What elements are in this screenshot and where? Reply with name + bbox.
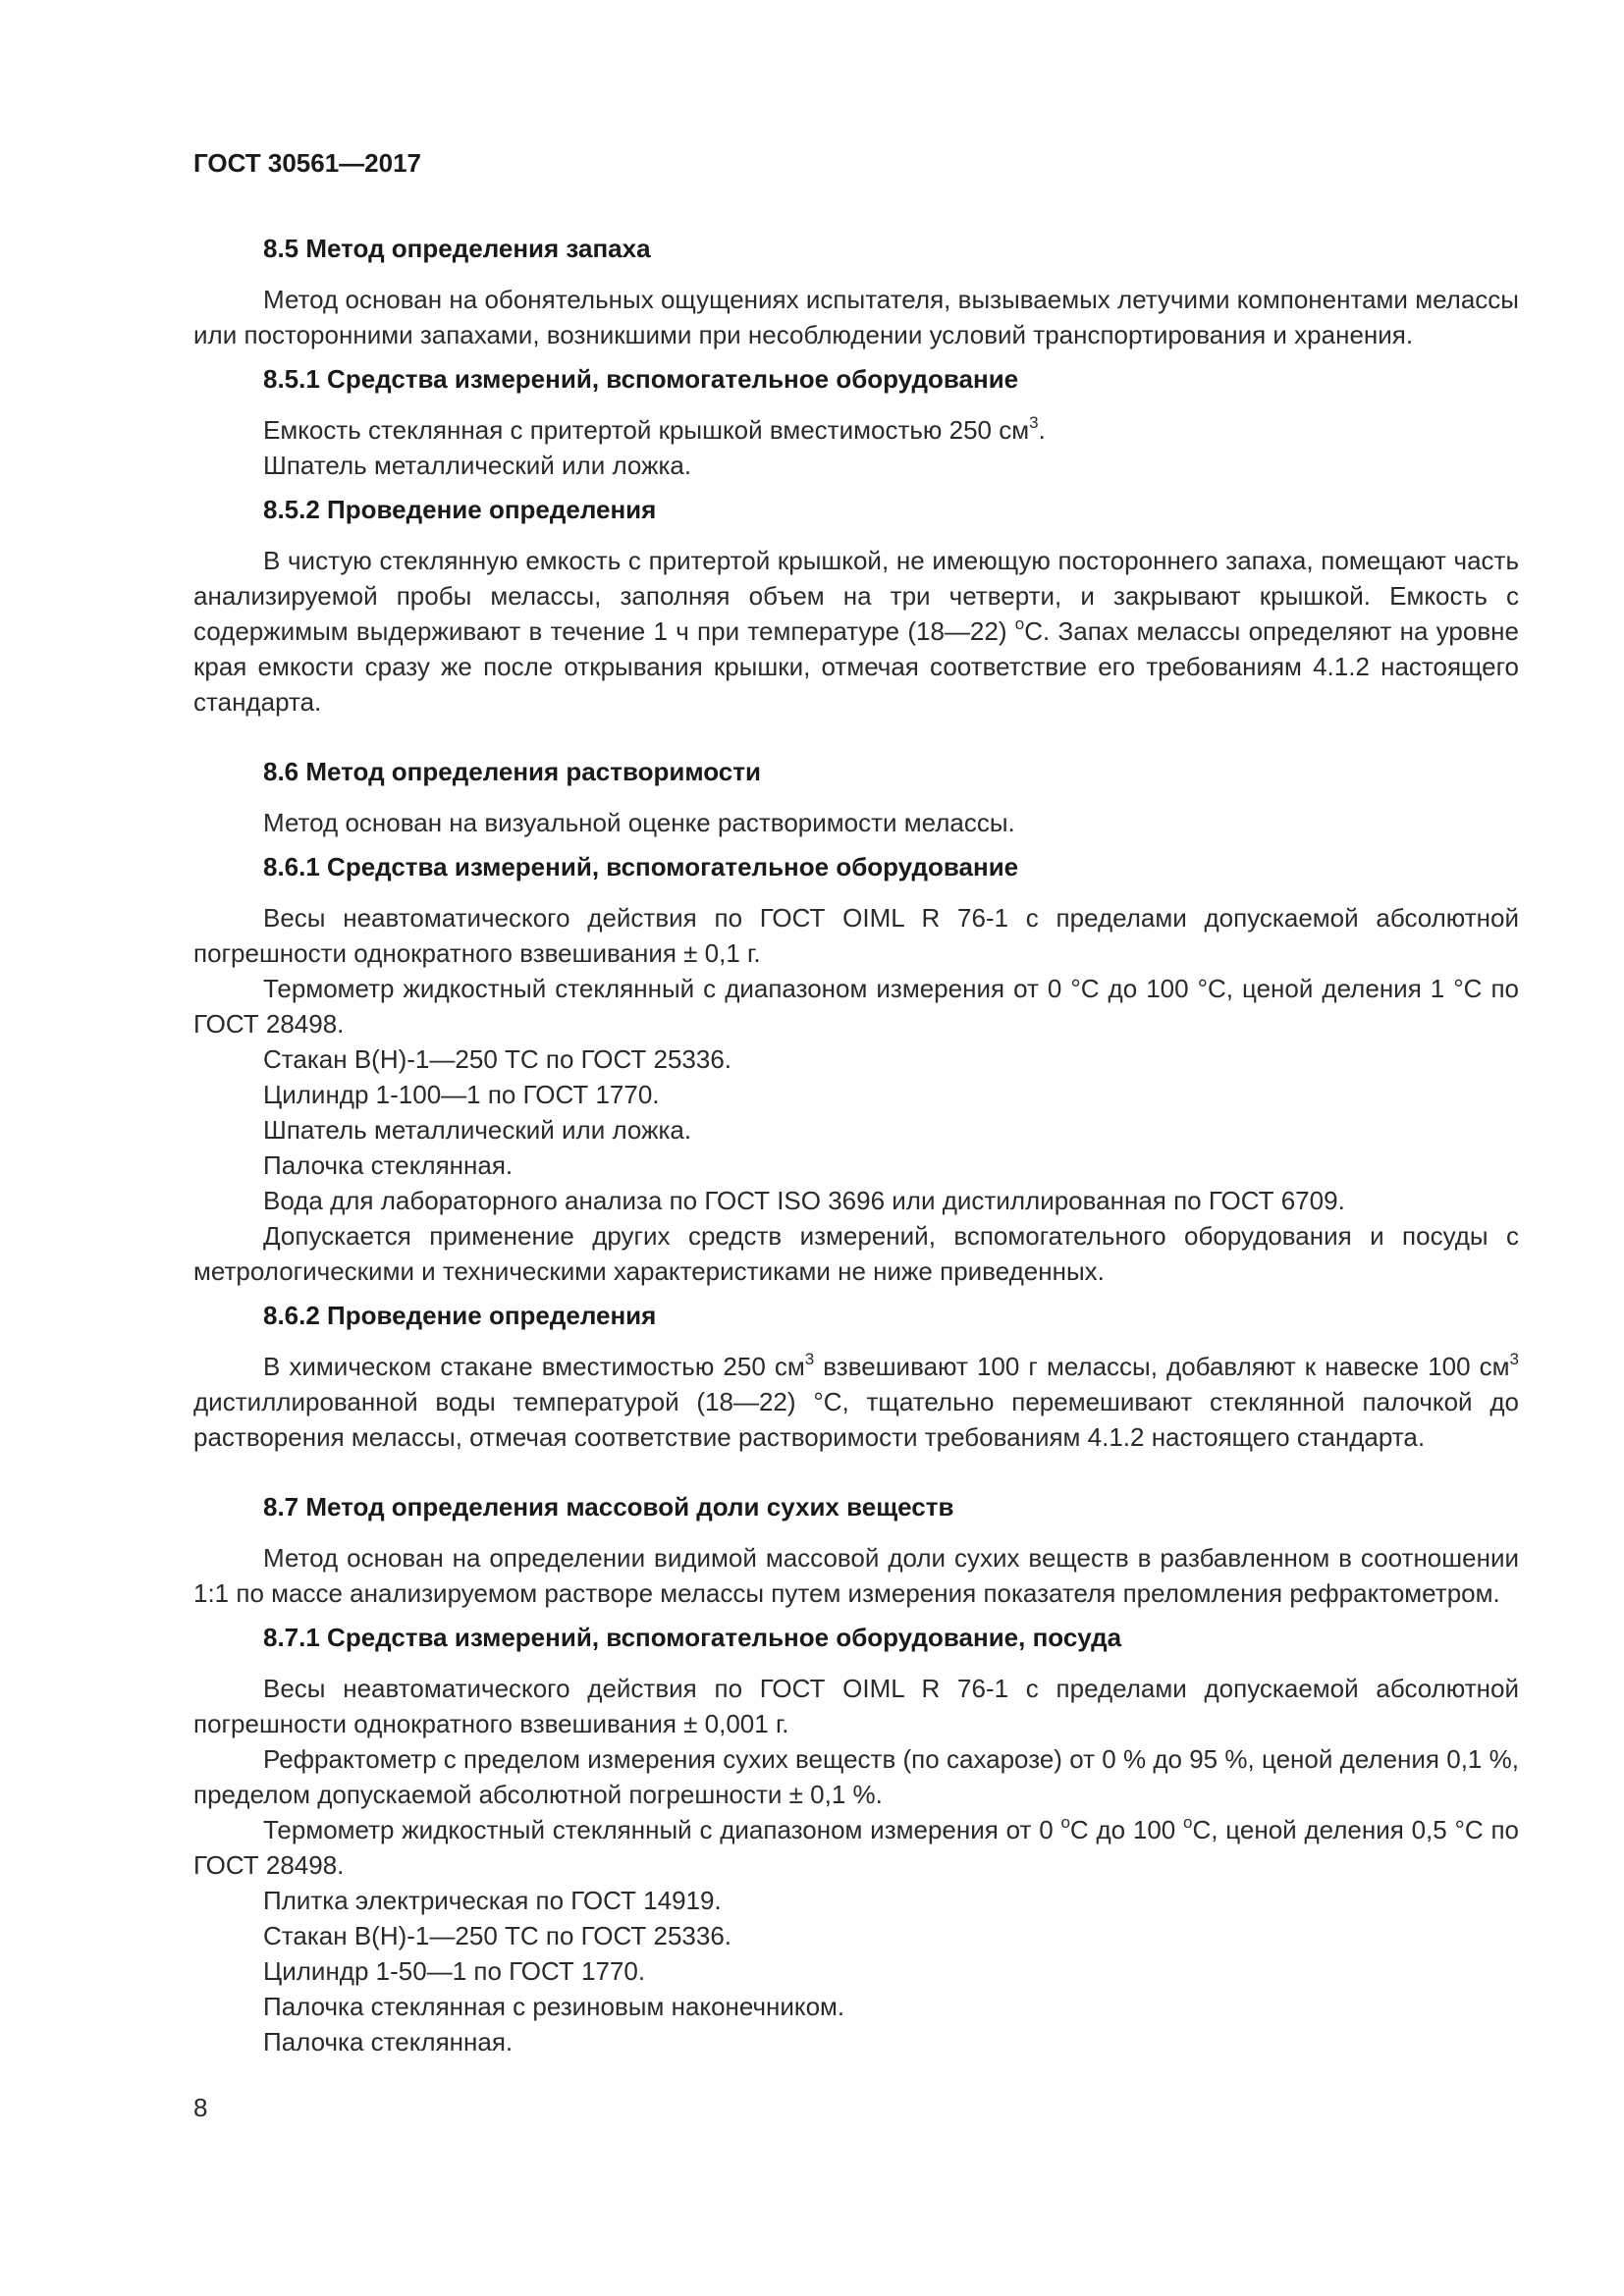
- section-8-7-heading: 8.7 Метод определения массовой доли сухих веществ: [263, 1492, 954, 1522]
- list-item: Плитка электрическая по ГОСТ 14919.: [263, 1886, 722, 1915]
- section-8-6-1-heading: 8.6.1 Средства измерений, вспомогательное оборудование: [263, 852, 1019, 881]
- list-item: Цилиндр 1-50—1 по ГОСТ 1770.: [263, 1956, 646, 1986]
- section-8-5-1-heading: 8.5.1 Средства измерений, вспомогательное оборудование: [263, 364, 1019, 394]
- section-8-5-paragraph: Метод основан на обонятельных ощущениях испытателя, вызываемых летучими компонентами мелассы или посторонними запахами, возникшими при несоблюдении условий транспортирования и хранения.: [193, 285, 1519, 349]
- page-number: 8: [193, 2093, 208, 2122]
- section-8-5-2-paragraph: В чистую стеклянную емкость с притертой крышкой, не имеющую постороннего запаха, помещают часть анализируемой пробы мелассы, заполняя объем на три четверти, и закрывают крышкой. Емкость с содержимым выдерживают в течение 1 ч при температуре (18—22) $^о$С. Запах мелассы определяют на уровне края емкости сразу же после открывания крышки, отмечая соответствие его требованиям 4.1.2 настоящего стандарта.: [193, 546, 1519, 717]
- list-item: Допускается применение других средств измерений, вспомогательного оборудования и посуды с метрологическими и техническими характеристиками не ниже приведенных.: [193, 1221, 1519, 1286]
- section-8-7-paragraph: Метод основан на определении видимой массовой доли сухих веществ в разбавленном в соотношении 1:1 по массе анализируемом растворе мелассы путем измерения показателя преломления рефрактометром.: [193, 1543, 1519, 1608]
- document-page: [193, 147, 1519, 2059]
- section-8-5-heading: 8.5 Метод определения запаха: [263, 234, 651, 263]
- section-8-6-2-heading: 8.6.2 Проведение определения: [263, 1301, 657, 1330]
- list-item: Весы неавтоматического действия по ГОСТ OIML R 76-1 с пределами допускаемой абсолютной погрешности однократного взвешивания ± 0,001 г.: [193, 1674, 1519, 1738]
- list-item: Вода для лабораторного анализа по ГОСТ ISO 3696 или дистиллированная по ГОСТ 6709.: [263, 1186, 1345, 1215]
- section-8-6-paragraph: Метод основан на визуальной оценке растворимости мелассы.: [263, 808, 1015, 837]
- list-item: Шпатель металлический или ложка.: [263, 1115, 692, 1145]
- list-item: Емкость стеклянная с притертой крышкой вместимостью 250 $см^3$.: [263, 413, 1046, 445]
- section-8-5-2-heading: 8.5.2 Проведение определения: [263, 495, 657, 524]
- list-item: Палочка стеклянная.: [263, 2027, 514, 2056]
- list-item: Палочка стеклянная с резиновым наконечником.: [263, 1992, 845, 2021]
- list-item: Стакан В(Н)-1—250 ТС по ГОСТ 25336.: [263, 1044, 732, 1074]
- list-item: Термометр жидкостный стеклянный с диапазоном измерения от 0 $^о$С до 100 $^о$С, ценой деления 0,5 °С по ГОСТ 28498.: [193, 1813, 1519, 1880]
- section-8-7-1-heading: 8.7.1 Средства измерений, вспомогательное оборудование, посуда: [263, 1623, 1122, 1652]
- section-8-6-heading: 8.6 Метод определения растворимости: [263, 757, 761, 786]
- list-item: Шпатель металлический или ложка.: [263, 451, 692, 480]
- list-item: Весы неавтоматического действия по ГОСТ OIML R 76-1 с пределами допускаемой абсолютной погрешности однократного взвешивания ± 0,1 г.: [193, 903, 1519, 968]
- list-item: Термометр жидкостный стеклянный с диапазоном измерения от 0 °С до 100 °С, ценой деления 1 °С по ГОСТ 28498.: [193, 974, 1519, 1039]
- list-item: Палочка стеклянная.: [263, 1150, 514, 1180]
- list-item: Стакан В(Н)-1—250 ТС по ГОСТ 25336.: [263, 1921, 732, 1950]
- list-item: Рефрактометр с пределом измерения сухих веществ (по сахарозе) от 0 % до 95 %, ценой деления 0,1 %, пределом допускаемой абсолютной погрешности ± 0,1 %.: [193, 1744, 1519, 1809]
- document-code-header: ГОСТ 30561—2017: [193, 148, 421, 178]
- section-8-6-2-paragraph: В химическом стакане вместимостью 250 $см^3$ взвешивают 100 г мелассы, добавляют к навеске 100 $см^3$ дистиллированной воды температурой (18—22) °С, тщательно перемешивают стеклянной палочкой до растворения мелассы, отмечая соответствие растворимости требованиям 4.1.2 настоящего стандарта.: [193, 1350, 1519, 1452]
- list-item: Цилиндр 1-100—1 по ГОСТ 1770.: [263, 1080, 660, 1109]
